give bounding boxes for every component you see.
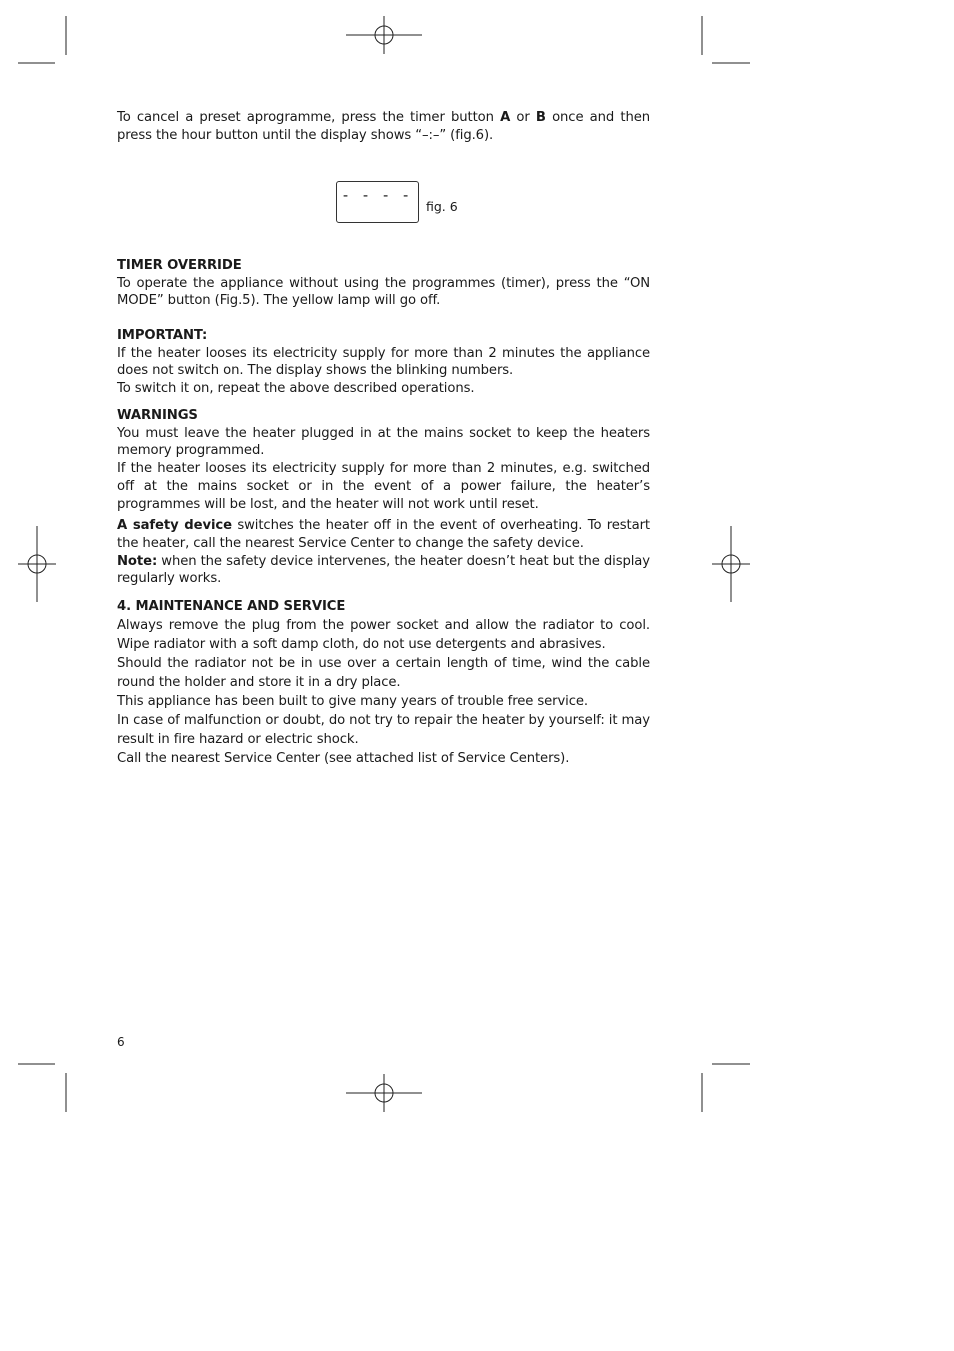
warnings-paragraph-2: If the heater looses its electricity supply for more than 2 minutes, e.g. switched off at the mains socket or in the event of a power failure, the heater’s programmes will be lost, and the heater will not work until reset. [117,461,650,512]
safety-device-paragraph [117,517,650,552]
intro-paragraph [117,109,650,144]
registration-mark-right [712,526,750,602]
display-dashes: - - - - [341,186,412,204]
safety-device-bold: A safety device [117,518,232,534]
timer-button-b-label: B [535,110,546,125]
note-text: when the safety device intervenes, the heater doesn’t heat but the display regularly works. [117,553,650,587]
maintenance-section [117,598,650,768]
warnings-paragraph-1: You must leave the heater plugged in at the mains socket to keep the heaters memory programmed. [117,425,650,459]
timer-override-heading: TIMER OVERRIDE [117,258,242,273]
timer-button-a-label: A [500,110,511,125]
display-figure [336,181,419,223]
warnings-section [117,407,650,588]
maintenance-paragraph-4: In case of malfunction or doubt, do not try to repair the heater by yourself: it may result in fire hazard or electric shock. [117,713,650,747]
important-section [117,327,650,398]
intro-text-start: To cancel a preset aprogramme, press the timer button [117,110,501,125]
timer-override-body: To operate the appliance without using the programmes (timer), press the “ON MODE” button (Fig.5). The yellow lamp will go off. [117,275,650,309]
timer-override-section [117,257,650,310]
important-paragraph-1: If the heater looses its electricity supply for more than 2 minutes the appliance does not switch on. The display shows the blinking numbers. [117,345,650,379]
maintenance-paragraph-3: This appliance has been built to give many years of trouble free service. [117,694,588,709]
registration-mark-left [18,526,56,602]
intro-text-or: or [510,110,536,125]
maintenance-paragraph-2: Should the radiator not be in use over a certain length of time, wind the cable round the holder and store it in a dry place. [117,656,650,690]
registration-mark-top [346,16,422,54]
note-paragraph [117,553,650,588]
intro-text-end: once and then press the hour button until the display shows “–:–” (fig.6). [117,110,651,143]
registration-mark-bottom [346,1074,422,1112]
page-number: 6 [117,1035,125,1049]
maintenance-heading: 4. MAINTENANCE AND SERVICE [117,599,346,614]
note-bold: Note: [117,553,158,569]
maintenance-paragraph-5: Call the nearest Service Center (see attached list of Service Centers). [117,751,570,766]
safety-device-text: switches the heater off in the event of overheating. To restart the heater, call the nearest Service Center to change the safety device. [117,518,651,551]
important-paragraph-2: To switch it on, repeat the above described operations. [117,381,475,397]
figure-label: fig. 6 [426,199,458,214]
maintenance-paragraph-1: Always remove the plug from the power socket and allow the radiator to cool. Wipe radiator with a soft damp cloth, do not use detergents and abrasives. [117,618,650,652]
warnings-heading: WARNINGS [117,408,198,423]
important-heading: IMPORTANT: [117,328,208,343]
